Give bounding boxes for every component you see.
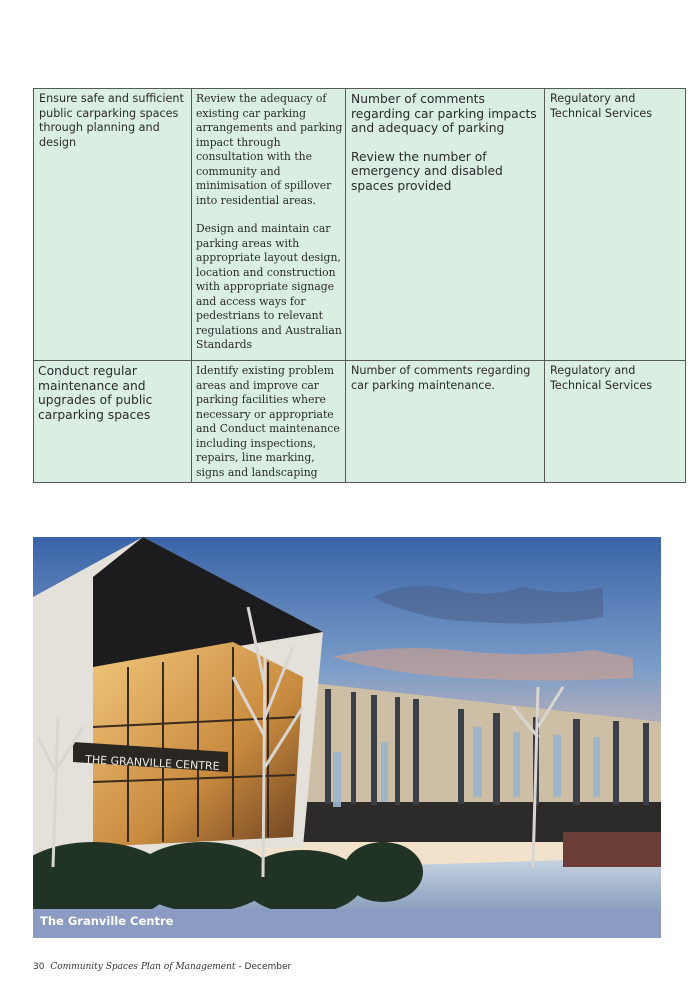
- table-row: [34, 361, 686, 483]
- action-text: Design and maintain car parking areas with appropriate layout design, location and construction with appropriate signage and access ways for pedestrians to relevant regulations and Australian Standards: [196, 222, 342, 351]
- responsibility-text: Regulatory and Technical Services: [550, 364, 653, 392]
- page-footer: [33, 962, 291, 972]
- action-cell: [192, 361, 346, 483]
- photo-caption-bar: [33, 909, 661, 938]
- indicator-text: Review the number of emergency and disabled spaces provided: [351, 149, 503, 193]
- objective-cell: [34, 89, 192, 361]
- photo-caption: The Granville Centre: [40, 914, 174, 928]
- indicator-cell: [346, 361, 545, 483]
- page-number: 30: [33, 962, 45, 972]
- action-cell: [192, 89, 346, 361]
- responsibility-cell: [545, 361, 686, 483]
- indicator-text: Number of comments regarding car parking impacts and adequacy of parking: [351, 92, 537, 136]
- footer-separator: -: [238, 962, 242, 972]
- indicator-cell: [346, 89, 545, 361]
- document-title: Community Spaces Plan of Management: [50, 962, 236, 972]
- responsibility-text: Regulatory and Technical Services: [550, 92, 653, 120]
- action-text: Review the adequacy of existing car parking arrangements and parking impact through consultation with the community and minimisation of spillover into residential areas.: [196, 92, 343, 207]
- objective-text: Conduct regular maintenance and upgrades of public carparking spaces: [38, 364, 153, 422]
- action-text: Identify existing problem areas and improve car parking facilities where necessary or appropriate and Conduct maintenance including inspections, repairs, line marking, signs and landscaping: [196, 364, 340, 479]
- building-signage: THE GRANVILLE CENTRE: [84, 753, 220, 774]
- objective-text: Ensure safe and sufficient public carparking spaces through planning and design: [39, 92, 184, 149]
- plan-table: [33, 88, 686, 483]
- responsibility-cell: [545, 89, 686, 361]
- objective-cell: [34, 361, 192, 483]
- indicator-text: Number of comments regarding car parking maintenance.: [351, 364, 531, 392]
- table-row: [34, 89, 686, 361]
- granville-centre-photo: [33, 537, 661, 910]
- footer-month: December: [244, 962, 292, 972]
